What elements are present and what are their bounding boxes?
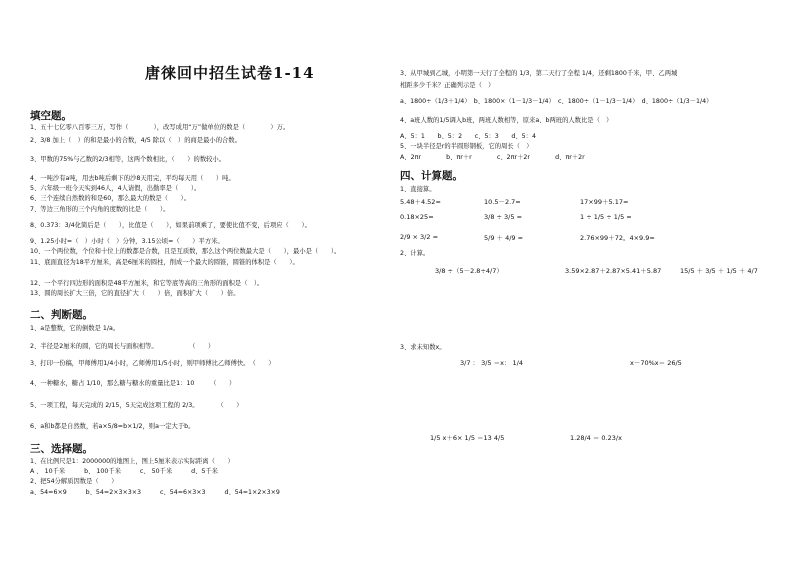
solve-eq-4: 1.28/4 ＝ 0.23/x: [570, 434, 622, 442]
section-calc-title: 四、计算题。: [400, 170, 463, 182]
section-fill-title: 填空题。: [30, 110, 72, 122]
calc-solve-title: 3、求未知数x。: [400, 344, 446, 351]
judge-item-5: 5、一项工程，每天完成的 2/15，5天完成这项工程的 2/3。 （ ）: [30, 402, 243, 409]
judge-item-1: 1、a是整数，它的倒数是 1/a。: [30, 325, 120, 332]
direct-eq-8: 5/9 ＋ 4/9 =: [484, 234, 524, 242]
choice-options-2: a、54=6×9 b、54=2×3×3×3 c、54=6×3×3 d、54=1×2×3×9: [30, 489, 280, 496]
fill-item-7: 7、等边三角形的三个内角的度数的比是（ ）。: [30, 206, 170, 213]
choice-options-4: A、5：1 b、5：2 c、5：3 d、5：4: [400, 133, 536, 140]
judge-item-6: 6、a和b都是自然数，若a×5/8=b×1/2，则a一定大于b。: [30, 423, 195, 430]
judge-item-4: 4、一种糖水，糖占 1/10，那么糖与糖水的重量比是1：10 （ ）: [30, 380, 236, 387]
fill-item-3: 3、甲数的75%与乙数的2/3相等，这两个数相比，（ ）的数较小。: [30, 156, 226, 163]
choice-item-1: 1、在比例尺是1：2000000的地图上，图上5厘米表示实际距离（ ）: [30, 458, 234, 465]
choice-options-1: A 、 10千米 b、 100千米 c、 50千米 d、5千米: [30, 468, 219, 475]
fill-item-11: 11、底面直径为18平方厘米，高是6厘米的圆柱，削成一个最大的圆锥，圆锥的体积是（ ）。: [30, 259, 299, 266]
solve-eq-3: 1/5 x＋6× 1/5 ＝13 4/5: [430, 434, 505, 442]
fill-item-8: 8、0.373：3/4化简后是（ ），比值是（ ），如果前项乘了，要使比值不变，后项应（ ）。: [30, 222, 311, 229]
choice-item-5: 5、一块半径是r的半圆形钢板，它的周长（ ）: [400, 143, 533, 150]
fill-item-12: 12、一个平行四边形的面积是48平方厘米，和它等底等高的三角形的面积是（ ）。: [30, 280, 264, 287]
fill-item-9: 9、1.25小时=（ ）小时（ ）分钟，3.15公顷=（ ）平方米。: [30, 238, 224, 245]
choice-item-3-cont: 相距多少千米？正确列示是（ ）: [400, 82, 495, 89]
fill-item-13: 13、圆的周长扩大三倍，它的直径扩大（ ）倍，面积扩大（ ）倍。: [30, 290, 240, 297]
compute-eq-2: 3.59×2.87＋2.87×5.41＋5.87: [565, 267, 662, 275]
direct-eq-4: 0.18×25=: [400, 213, 434, 221]
fill-item-1: 1、五十七亿零八百零三万，写作（ ），改写成用“万”做单位的数是（ ）万。: [30, 124, 290, 131]
section-judge-title: 二、判断题。: [30, 309, 93, 321]
calc-compute-title: 2、计算。: [400, 250, 430, 257]
direct-eq-1: 5.48＋4.52=: [400, 198, 441, 206]
section-choice-title: 三、选择题。: [30, 443, 93, 455]
judge-item-3: 3、打印一份稿，甲师傅用1/4小时，乙师傅用1/5小时，则甲师傅比乙师傅快。 （ ）: [30, 360, 275, 367]
solve-eq-2: x－70%x＝ 26/5: [630, 359, 682, 367]
choice-options-5: A、2πr b、πr＋r c、2πr＋2r d、πr＋2r: [400, 154, 585, 161]
direct-eq-3: 17×99＋5.17=: [580, 198, 629, 206]
compute-eq-3: 15/5 ＋ 3/5 ＋ 1/5 ＋ 4/7: [680, 267, 758, 275]
fill-item-10: 10、一个两位数，个位和十位上的数都是合数，且是互质数，那么这个两位数最大是（ ），最小是（ ）。: [30, 248, 341, 255]
direct-eq-5: 3/8 ÷ 3/5 =: [484, 213, 523, 221]
compute-eq-1: 3/8 ÷（5－2.8÷4/7）: [435, 267, 503, 275]
choice-item-3: 3、从甲城到乙城，小明第一天行了全程的 1/3，第二天行了全程 1/4，还剩1800千米，甲、乙两城: [400, 70, 678, 77]
fill-item-4: 4、一吨沙有a吨，用去b吨后剩下的沙8天用完，平均每天用（ ）吨。: [30, 175, 235, 182]
choice-item-4: 4、a班人数的1/5调入b班，两班人数相等，原来a、b两班的人数比是（ ）: [400, 117, 613, 124]
direct-eq-2: 10.5－2.7=: [484, 198, 521, 206]
fill-item-2: 2、3/8 加上（ ）的和是最小的合数，4/5 除以（ ）的商是最小的合数。: [30, 137, 241, 144]
direct-eq-7: 2/9 × 3/2 =: [400, 233, 439, 241]
choice-options-3: a、1800÷（1/3＋1/4） b、1800×（1－1/3－1/4） c、1800÷（1－1/3－1/4） d、1800÷（1/3－1/4）: [400, 98, 713, 105]
judge-item-2: 2、半径是2厘米的圆，它的周长与面积相等。 （ ）: [30, 343, 215, 350]
fill-item-5: 5、六年级一班今天实到46人，4人请假，出勤率是（ ）。: [30, 185, 201, 192]
direct-eq-9: 2.76×99＋72。4×9.9=: [580, 234, 655, 242]
page-title: 唐徕回中招生试卷1-14: [145, 64, 315, 82]
fill-item-6: 6、三个连续自然数的和是60，那么最大的数是（ ）。: [30, 195, 190, 202]
choice-item-2: 2、把54分解质因数是（ ）: [30, 478, 118, 485]
direct-eq-6: 1 ÷ 1/5 ÷ 1/5 =: [580, 213, 632, 221]
solve-eq-1: 3/7 ： 3/5 ＝x： 1/4: [460, 359, 523, 367]
calc-direct-title: 1、直接算。: [400, 186, 436, 193]
